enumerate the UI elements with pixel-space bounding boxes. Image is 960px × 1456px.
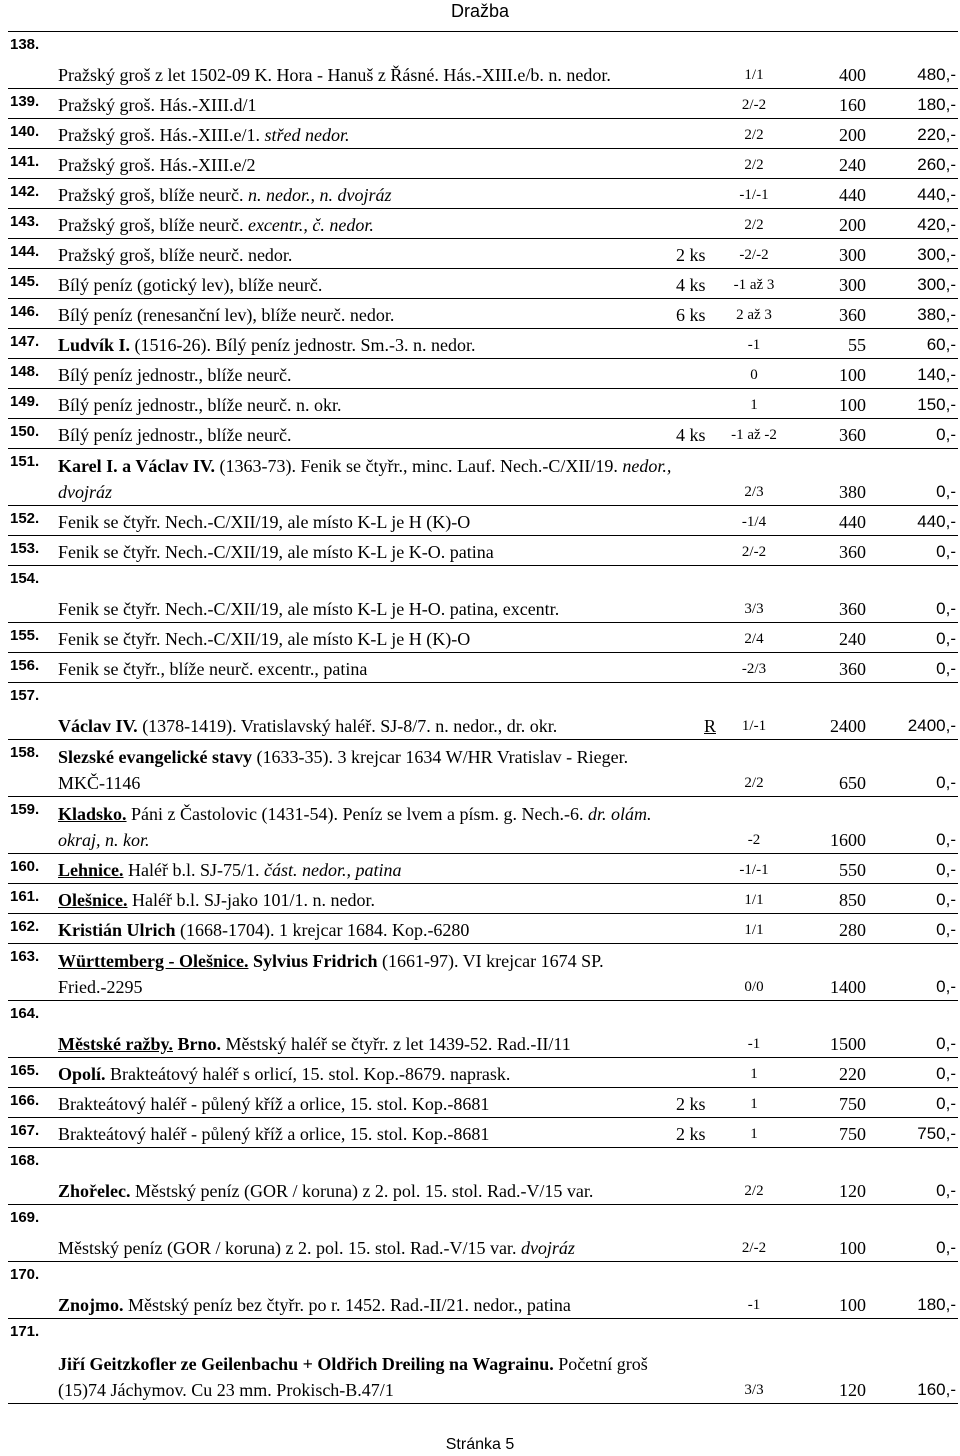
lot-final-price: 0,- [872,854,958,884]
lot-condition: -1 [718,329,790,359]
auction-lots-table [8,31,958,1404]
page-header-title: Dražba [450,1,510,21]
lot-quantity [674,506,718,536]
lot-condition: 2/3 [718,449,790,506]
lot-start-price: 280 [790,914,872,944]
lot-description [56,1001,674,1058]
lot-quantity [674,209,718,239]
lot-description-part: Sylvius Fridrich [252,951,378,971]
lot-start-price: 120 [790,1148,872,1205]
lot-start-price: 160 [790,89,872,119]
lot-quantity: 2 ks [674,1118,718,1148]
lot-row [8,506,958,536]
lot-number: 160. [8,854,56,884]
lot-quantity [674,884,718,914]
lot-condition: 2/-2 [718,89,790,119]
lot-final-price: 0,- [872,536,958,566]
lot-start-price: 550 [790,854,872,884]
lot-start-price: 100 [790,389,872,419]
lot-quantity [674,1001,718,1058]
lot-quantity: 4 ks [674,419,718,449]
lot-start-price: 750 [790,1118,872,1148]
lot-final-price: 0,- [872,1088,958,1118]
lot-start-price: 360 [790,536,872,566]
lot-description-part: Bílý peníz (renesanční lev), blíže neurč. nedor. [58,305,395,325]
lot-quantity [674,389,718,419]
lot-description [56,854,674,884]
lot-final-price: 0,- [872,1148,958,1205]
lot-description-part: Kladsko. [58,804,127,824]
lot-description-part: Brakteátový haléř - půlený kříž a orlice, 15. stol. Kop.-8681 [58,1094,490,1114]
lot-quantity [674,740,718,797]
lot-number: 168. [8,1148,56,1205]
lot-row [8,449,958,506]
lot-start-price: 300 [790,269,872,299]
lot-final-price: 140,- [872,359,958,389]
lot-description [56,32,674,89]
lot-final-price: 380,- [872,299,958,329]
lot-description [56,1262,674,1319]
lot-description [56,209,674,239]
lot-number: 149. [8,389,56,419]
lot-description-part: nedor., dvojráz [58,456,672,502]
lot-number: 150. [8,419,56,449]
lot-final-price: 0,- [872,884,958,914]
lot-row [8,914,958,944]
lot-start-price: 380 [790,449,872,506]
lot-start-price: 1600 [790,797,872,854]
lot-description-part: Městské ražby. [58,1034,173,1054]
lot-condition: 1/1 [718,32,790,89]
lot-condition: 2 až 3 [718,299,790,329]
lot-description [56,419,674,449]
lot-number: 170. [8,1262,56,1319]
lot-condition: 2/4 [718,623,790,653]
lot-number: 159. [8,797,56,854]
lot-row [8,239,958,269]
lot-description-part: Fenik se čtyřr. Nech.-C/XII/19, ale místo K-L je H (K)-O [58,512,471,532]
lot-number: 162. [8,914,56,944]
lot-number: 146. [8,299,56,329]
lot-number: 157. [8,683,56,740]
lot-quantity [674,914,718,944]
lot-row [8,1148,958,1205]
lot-description-part: Početní groš (15)74 Jáchymov. Cu 23 mm. Prokisch-B.47/1 [58,1354,648,1400]
lot-condition: 1 [718,1118,790,1148]
lot-number: 142. [8,179,56,209]
lot-condition: 2/2 [718,209,790,239]
lot-description [56,179,674,209]
lot-final-price: 260,- [872,149,958,179]
lot-start-price: 200 [790,119,872,149]
lot-description [56,299,674,329]
lot-start-price: 200 [790,209,872,239]
lot-condition: 2/-2 [718,536,790,566]
lot-row [8,1088,958,1118]
lot-number: 144. [8,239,56,269]
lot-description-part: Slezské evangelické stavy [58,747,252,767]
lot-condition: 2/2 [718,740,790,797]
lot-description-part: (1668-1704). 1 krejcar 1684. Kop.-6280 [175,920,470,940]
lot-description [56,89,674,119]
lot-description-part: Fenik se čtyřr. Nech.-C/XII/19, ale místo K-L je H-O. patina, excentr. [58,599,560,619]
lot-description-part: Znojmo. [58,1295,124,1315]
lot-condition: 1 [718,1088,790,1118]
lot-condition: 2/2 [718,119,790,149]
lot-description-part: Městský peníz (GOR / koruna) z 2. pol. 15. stol. Rad.-V/15 var. [58,1238,521,1258]
lot-description-part: Fenik se čtyřr. Nech.-C/XII/19, ale místo K-L je H (K)-O [58,629,471,649]
lot-description-part: Pražský groš. Hás.-XIII.d/1 [58,95,257,115]
lot-start-price: 440 [790,506,872,536]
lot-description-part: (1633-35). 3 krejcar 1634 W/HR Vratislav - Rieger. MKČ-1146 [58,747,629,793]
lot-description [56,623,674,653]
lot-number: 153. [8,536,56,566]
lot-description-part: Bílý peníz jednostr., blíže neurč. n. okr. [58,395,342,415]
lot-description-part: Opolí. [58,1064,106,1084]
lot-row [8,179,958,209]
lot-quantity [674,449,718,506]
lot-description-part: část. nedor., patina [263,860,402,880]
lot-final-price: 180,- [872,89,958,119]
lot-row [8,119,958,149]
lot-row [8,1262,958,1319]
lot-row [8,653,958,683]
lot-description [56,797,674,854]
lot-quantity: 6 ks [674,299,718,329]
lot-condition: 1/-1 [718,683,790,740]
lot-condition: -1 až -2 [718,419,790,449]
lot-condition: -1/4 [718,506,790,536]
lot-quantity [674,854,718,884]
lot-description-part: Brakteátový haléř s orlicí, 15. stol. Kop.-8679. naprask. [105,1064,511,1084]
lot-final-price: 160,- [872,1319,958,1404]
lot-description-part: dvojráz [520,1238,575,1258]
lot-description-part: Městský peníz (GOR / koruna) z 2. pol. 15. stol. Rad.-V/15 var. [130,1181,594,1201]
lot-quantity [674,1262,718,1319]
lot-row [8,944,958,1001]
lot-condition: -1 až 3 [718,269,790,299]
lot-description-part: Haléř b.l. SJ-jako 101/1. n. nedor. [127,890,375,910]
lot-condition: 1 [718,1058,790,1088]
lot-quantity: R [674,683,718,740]
lot-start-price: 440 [790,179,872,209]
lot-start-price: 1500 [790,1001,872,1058]
lot-start-price: 240 [790,149,872,179]
lot-description [56,329,674,359]
lot-number: 143. [8,209,56,239]
lot-number: 166. [8,1088,56,1118]
lot-description [56,389,674,419]
lot-description-part: (1363-73). Fenik se čtyřr., minc. Lauf. Nech.-C/XII/19. [215,456,623,476]
lot-number: 155. [8,623,56,653]
lot-condition: 0/0 [718,944,790,1001]
lot-quantity: 2 ks [674,1088,718,1118]
lot-description [56,1319,674,1404]
lot-description-part: Pražský groš, blíže neurč. [58,185,248,205]
lot-final-price: 300,- [872,239,958,269]
lot-description-part: Městský peníz bez čtyřr. po r. 1452. Rad.-II/21. nedor., patina [123,1295,571,1315]
lot-row [8,89,958,119]
lot-start-price: 100 [790,359,872,389]
lot-description-part: Brno. [177,1034,221,1054]
lot-final-price: 180,- [872,1262,958,1319]
lot-quantity [674,1205,718,1262]
lot-final-price: 0,- [872,944,958,1001]
lot-number: 152. [8,506,56,536]
lot-quantity: 2 ks [674,239,718,269]
lot-final-price: 0,- [872,1001,958,1058]
lot-description-part: střed nedor. [264,125,350,145]
lot-number: 147. [8,329,56,359]
lot-final-price: 300,- [872,269,958,299]
lot-description [56,506,674,536]
lot-number: 141. [8,149,56,179]
lot-description-part: Olešnice. [58,890,128,910]
auction-lots-body [8,32,958,1404]
lot-row [8,149,958,179]
lot-start-price: 360 [790,419,872,449]
lot-condition: -1/-1 [718,854,790,884]
lot-description-part: (1661-97). VI krejcar 1674 SP. Fried.-2295 [58,951,604,997]
lot-final-price: 0,- [872,653,958,683]
lot-description-part: (1378-1419). Vratislavský haléř. SJ-8/7. n. nedor., dr. okr. [137,716,558,736]
lot-number: 139. [8,89,56,119]
lot-number: 148. [8,359,56,389]
lot-condition: 2/-2 [718,1205,790,1262]
lot-description [56,149,674,179]
lot-description [56,449,674,506]
lot-quantity [674,944,718,1001]
lot-final-price: 0,- [872,1205,958,1262]
lot-description [56,884,674,914]
lot-number: 156. [8,653,56,683]
lot-number: 151. [8,449,56,506]
lot-start-price: 100 [790,1205,872,1262]
lot-start-price: 1400 [790,944,872,1001]
lot-condition: -1 [718,1262,790,1319]
lot-description-part: Brakteátový haléř - půlený kříž a orlice, 15. stol. Kop.-8681 [58,1124,490,1144]
lot-number: 158. [8,740,56,797]
lot-quantity [674,119,718,149]
lot-description [56,1205,674,1262]
lot-description-part: Městský haléř se čtyřr. z let 1439-52. Rad.-II/11 [221,1034,571,1054]
lot-description [56,566,674,623]
lot-final-price: 0,- [872,1058,958,1088]
page-footer-label: Stránka 5 [445,1436,515,1453]
lot-start-price: 750 [790,1088,872,1118]
lot-start-price: 120 [790,1319,872,1404]
lot-description [56,359,674,389]
lot-condition: -1/-1 [718,179,790,209]
lot-number: 164. [8,1001,56,1058]
lot-final-price: 0,- [872,566,958,623]
lot-final-price: 0,- [872,740,958,797]
lot-description [56,1058,674,1088]
lot-row [8,1001,958,1058]
lot-condition: 1/1 [718,884,790,914]
lot-quantity: 4 ks [674,269,718,299]
lot-quantity [674,653,718,683]
lot-quantity [674,536,718,566]
lot-condition: -2/3 [718,653,790,683]
lot-row [8,329,958,359]
lot-final-price: 440,- [872,179,958,209]
lot-number: 161. [8,884,56,914]
lot-condition: -2/-2 [718,239,790,269]
lot-condition: 3/3 [718,1319,790,1404]
lot-row [8,566,958,623]
lot-row [8,884,958,914]
lot-quantity [674,359,718,389]
lot-number: 165. [8,1058,56,1088]
lot-description-part: excentr., č. nedor. [247,215,374,235]
lot-quantity [674,1319,718,1404]
lot-description-part: (1516-26). Bílý peníz jednostr. Sm.-3. n. nedor. [130,335,476,355]
lot-final-price: 420,- [872,209,958,239]
lot-condition: 1 [718,389,790,419]
lot-description-part: Lehnice. [58,860,124,880]
lot-description-part: Jiří Geitzkofler ze Geilenbachu + Oldřich Dreiling na Wagrainu. [58,1354,554,1374]
lot-final-price: 440,- [872,506,958,536]
lot-final-price: 2400,- [872,683,958,740]
lot-description-part: Fenik se čtyřr. Nech.-C/XII/19, ale místo K-L je K-O. patina [58,542,494,562]
lot-final-price: 220,- [872,119,958,149]
lot-quantity [674,89,718,119]
lot-description-part: Kristián Ulrich [58,920,176,940]
lot-start-price: 850 [790,884,872,914]
lot-description-part: Václav IV. [58,716,138,736]
lot-condition: 1/1 [718,914,790,944]
lot-quantity [674,566,718,623]
lot-condition: -2 [718,797,790,854]
lot-description [56,119,674,149]
lot-row [8,1319,958,1404]
lot-quantity [674,149,718,179]
lot-description-part: Karel I. a Václav IV. [58,456,216,476]
lot-description-part: Bílý peníz jednostr., blíže neurč. [58,425,292,445]
lot-start-price: 100 [790,1262,872,1319]
lot-row [8,209,958,239]
lot-description-part: Páni z Častolovic (1431-54). Peníz se lvem a písm. g. Nech.-6. [126,804,588,824]
lot-description-part: Bílý peníz jednostr., blíže neurč. [58,365,292,385]
lot-number: 138. [8,32,56,89]
lot-number: 169. [8,1205,56,1262]
lot-condition: 0 [718,359,790,389]
lot-number: 140. [8,119,56,149]
lot-description-part: Pražský groš. Hás.-XIII.e/1. [58,125,265,145]
lot-quantity [674,1148,718,1205]
lot-description [56,269,674,299]
lot-description-part: Bílý peníz (gotický lev), blíže neurč. [58,275,323,295]
lot-quantity [674,179,718,209]
lot-description-part: Pražský groš. Hás.-XIII.e/2 [58,155,256,175]
lot-start-price: 360 [790,653,872,683]
lot-description [56,944,674,1001]
lot-description [56,1148,674,1205]
lot-final-price: 750,- [872,1118,958,1148]
lot-description [56,536,674,566]
lot-row [8,1058,958,1088]
lot-row [8,299,958,329]
lot-row [8,683,958,740]
lot-start-price: 300 [790,239,872,269]
lot-number: 163. [8,944,56,1001]
lot-condition: 2/2 [718,1148,790,1205]
lot-row [8,854,958,884]
lot-description [56,239,674,269]
lot-start-price: 240 [790,623,872,653]
lot-condition: 3/3 [718,566,790,623]
lot-row [8,740,958,797]
lot-number: 167. [8,1118,56,1148]
lot-final-price: 0,- [872,914,958,944]
lot-row [8,1118,958,1148]
lot-description [56,740,674,797]
lot-quantity [674,1058,718,1088]
lot-number: 145. [8,269,56,299]
lot-final-price: 0,- [872,797,958,854]
lot-row [8,359,958,389]
lot-condition: -1 [718,1001,790,1058]
lot-row [8,419,958,449]
lot-row [8,389,958,419]
lot-description-part: Pražský groš z let 1502-09 K. Hora - Hanuš z Řásné. Hás.-XIII.e/b. n. nedor. [58,65,611,85]
lot-final-price: 150,- [872,389,958,419]
lot-description-part: Pražský groš, blíže neurč. [58,215,248,235]
lot-description-part: n. nedor., n. dvojráz [247,185,392,205]
lot-condition: 2/2 [718,149,790,179]
lot-final-price: 0,- [872,419,958,449]
lot-description [56,1088,674,1118]
lot-description [56,914,674,944]
lot-number: 171. [8,1319,56,1404]
lot-description-part: Fenik se čtyřr., blíže neurč. excentr., patina [58,659,368,679]
lot-description-part: Pražský groš, blíže neurč. nedor. [58,245,293,265]
lot-description [56,1118,674,1148]
lot-row [8,623,958,653]
lot-quantity [674,797,718,854]
lot-final-price: 60,- [872,329,958,359]
lot-quantity [674,623,718,653]
lot-start-price: 400 [790,32,872,89]
lot-row [8,536,958,566]
lot-quantity [674,329,718,359]
lot-start-price: 360 [790,566,872,623]
lot-start-price: 220 [790,1058,872,1088]
lot-description-part: Ludvík I. [58,335,131,355]
lot-final-price: 0,- [872,623,958,653]
lot-start-price: 2400 [790,683,872,740]
lot-quantity [674,32,718,89]
lot-row [8,1205,958,1262]
lot-start-price: 360 [790,299,872,329]
lot-final-price: 0,- [872,449,958,506]
lot-description [56,683,674,740]
lot-row [8,797,958,854]
lot-final-price: 480,- [872,32,958,89]
lot-description-part: Haléř b.l. SJ-75/1. [123,860,264,880]
lot-row [8,269,958,299]
lot-start-price: 55 [790,329,872,359]
lot-description-part: Zhořelec. [58,1181,131,1201]
lot-description-part: Württemberg - Olešnice. [58,951,249,971]
lot-number: 154. [8,566,56,623]
lot-row [8,32,958,89]
lot-description [56,653,674,683]
lot-start-price: 650 [790,740,872,797]
lot-description-part: dr. olám. okraj, n. kor. [58,804,652,850]
